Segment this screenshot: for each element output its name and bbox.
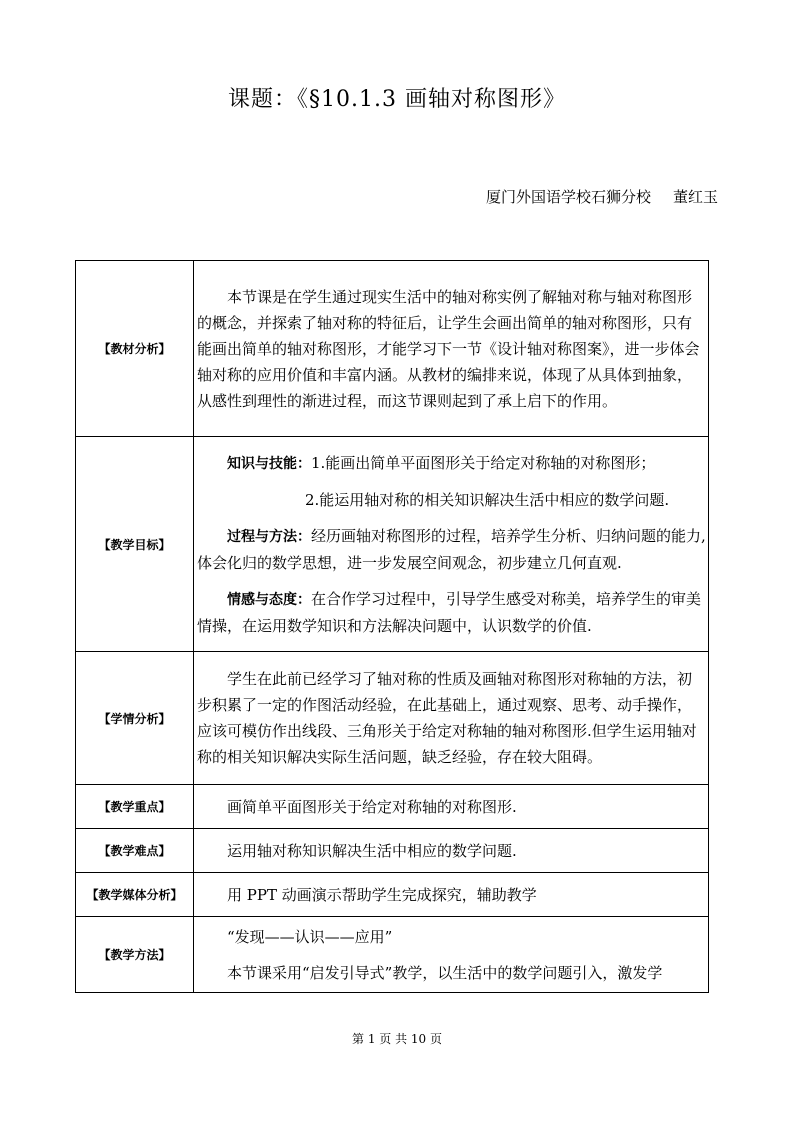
author-school: 厦门外国语学校石狮分校 xyxy=(485,188,651,206)
row-label-method: 【教学方法】 xyxy=(76,917,194,993)
row-label-goals: 【教学目标】 xyxy=(76,437,194,652)
table-row-students xyxy=(76,652,709,785)
row-label-students: 【学情分析】 xyxy=(76,652,194,785)
row-label-difficult: 【教学难点】 xyxy=(76,829,194,873)
table-row-analysis xyxy=(76,261,709,437)
row-content-key xyxy=(194,785,709,829)
goal-knowledge-2: 2.能运用轴对称的相关知识解决生活中相应的数学问题. xyxy=(305,490,670,509)
row-content-students xyxy=(194,652,709,785)
goal-knowledge-text-1: 1.能画出简单平面图形关于给定对称轴的对称图形； xyxy=(311,453,656,472)
goal-knowledge-label: 知识与技能： xyxy=(227,455,311,472)
row-label-media: 【教学媒体分析】 xyxy=(76,873,194,917)
page-footer: 第 1 页 共 10 页 xyxy=(352,1032,442,1046)
table-row-goals xyxy=(76,437,709,652)
table-row-media xyxy=(76,873,709,917)
row-content-media xyxy=(194,873,709,917)
row-content-goals xyxy=(194,437,709,652)
table-row-method xyxy=(76,917,709,993)
analysis-text: 本节课是在学生通过现实生活中的轴对称实例了解轴对称与轴对称图形的概念，并探索了轴对称的特征后，让学生会画出简单的轴对称图形，只有能画出简单的轴对称图形，才能学习下一节《设计轴对称图案》，进一步体会轴对称的应用价值和丰富内涵。从教材的编排来说，体现了从具体到抽象，从感性到理性的渐进过程，而这节课则起到了承上启下的作用。 xyxy=(197,287,700,410)
lesson-plan-table xyxy=(75,260,709,993)
goal-emotion-label: 情感与态度： xyxy=(227,591,311,608)
author-line xyxy=(486,186,718,207)
goal-process-text: 经历画轴对称图形的过程，培养学生分析、归纳问题的能力,体会化归的数学思想，进一步发展空间观念，初步建立几何直观. xyxy=(197,526,706,572)
goal-emotion-text: 在合作学习过程中，引导学生感受对称美，培养学生的审美情操，在运用数学知识和方法解决问题中，认识数学的价值. xyxy=(197,589,702,635)
method-line-1: “发现——认识——应用” xyxy=(227,927,393,946)
table-row-key xyxy=(76,785,709,829)
goal-knowledge-1 xyxy=(197,450,706,477)
author-name: 董红玉 xyxy=(672,188,718,206)
media-text: 用 PPT 动画演示帮助学生完成探究，辅助教学 xyxy=(227,885,537,904)
difficult-text: 运用轴对称知识解决生活中相应的数学问题. xyxy=(227,841,517,860)
method-line-2: 本节课采用“启发引导式”教学，以生活中的数学问题引入，激发学 xyxy=(227,963,663,982)
goal-process xyxy=(197,523,706,576)
students-text: 学生在此前已经学习了轴对称的性质及画轴对称图形对称轴的方法，初步积累了一定的作图活动经验，在此基础上，通过观察、思考、动手操作，应该可模仿作出线段、三角形关于给定对称轴的轴对称图形.但学生运用轴对称的相关知识解决实际生活问题，缺乏经验，存在较大阻碍。 xyxy=(197,670,697,766)
row-content-method xyxy=(194,917,709,993)
table-row-difficult xyxy=(76,829,709,873)
row-content-analysis xyxy=(194,261,709,437)
row-label-key: 【教学重点】 xyxy=(76,785,194,829)
document-title: 课题：《§10.1.3 画轴对称图形》 xyxy=(228,87,566,112)
row-content-difficult xyxy=(194,829,709,873)
goal-emotion xyxy=(197,586,706,639)
goal-process-label: 过程与方法： xyxy=(227,528,311,545)
row-label-analysis: 【教材分析】 xyxy=(76,261,194,437)
key-text: 画简单平面图形关于给定对称轴的对称图形. xyxy=(227,797,517,816)
